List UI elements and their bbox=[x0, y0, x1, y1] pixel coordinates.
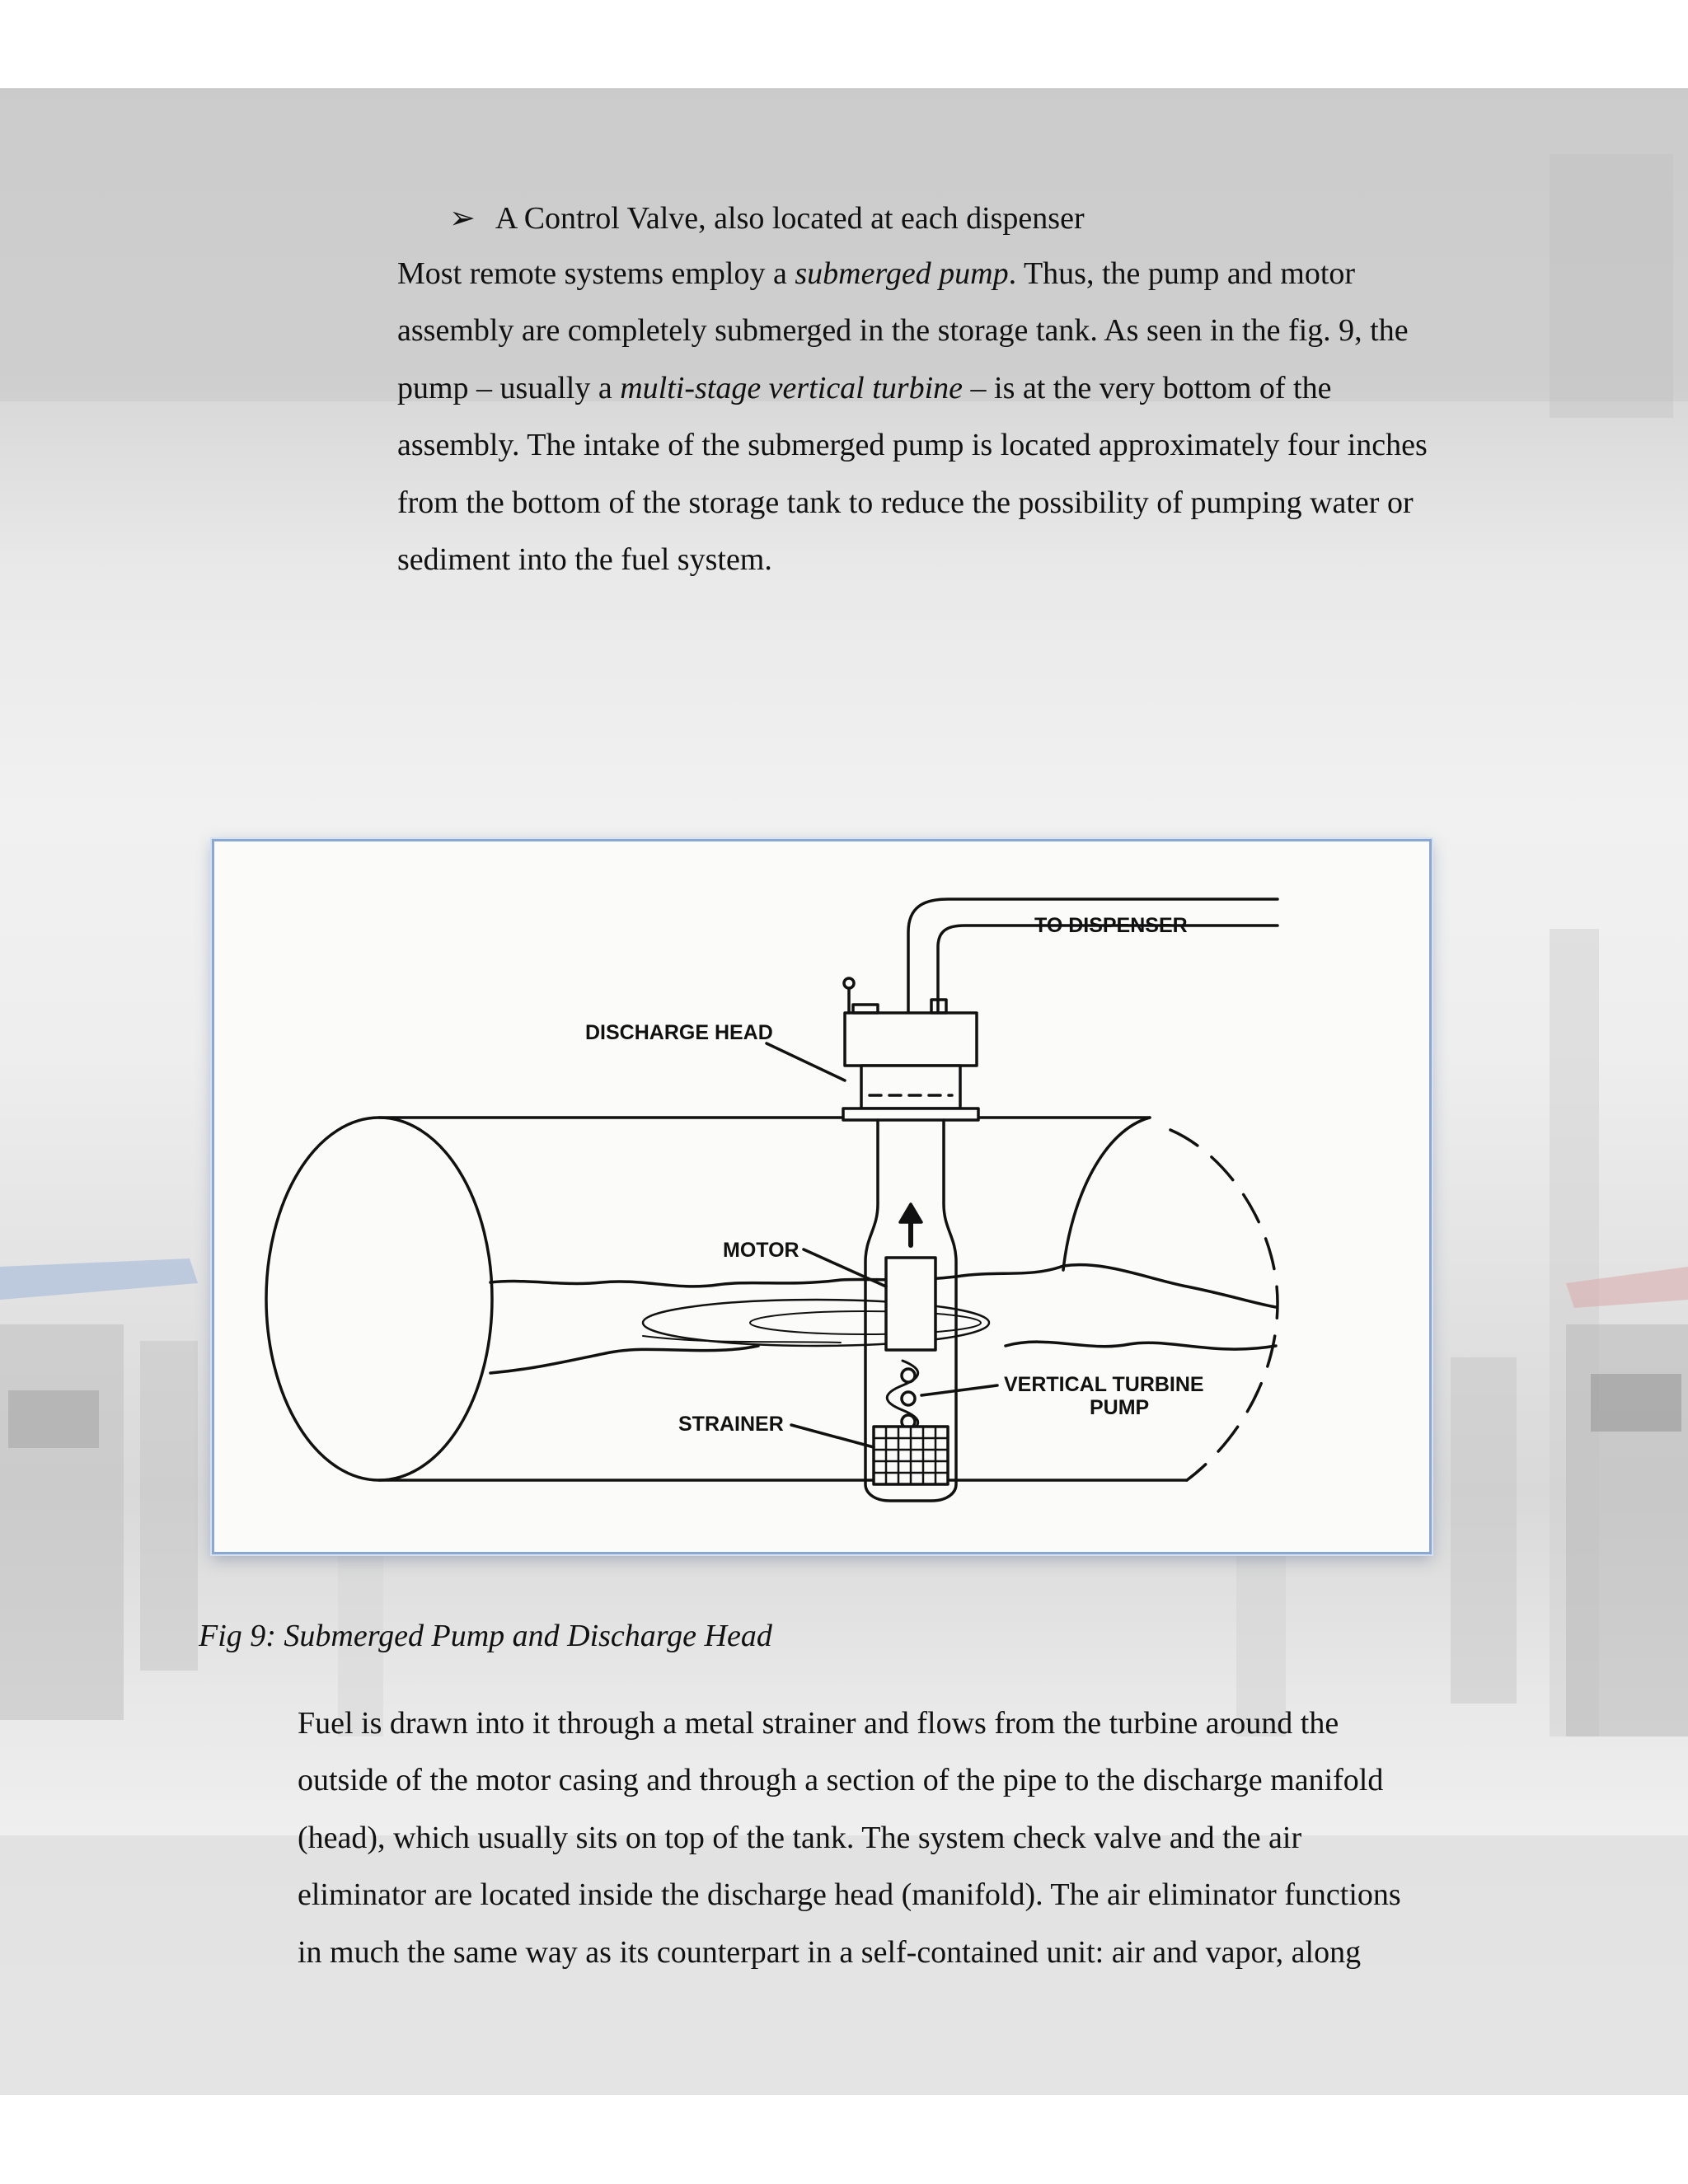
paragraph-line: from the bottom of the storage tank to reduce the possibility of pumping water or bbox=[397, 485, 1414, 520]
riser-block bbox=[861, 1066, 960, 1108]
leader-strainer bbox=[791, 1425, 874, 1447]
label-discharge-head: DISCHARGE HEAD bbox=[585, 1021, 773, 1044]
paragraph-line: Fuel is drawn into it through a metal strainer and flows from the turbine around the bbox=[298, 1706, 1339, 1741]
label-strainer: STRAINER bbox=[678, 1413, 784, 1436]
tank-left-end bbox=[266, 1118, 492, 1480]
paragraph-line: assembly. The intake of the submerged pump is located approximately four inches bbox=[397, 428, 1428, 463]
liquid-surface-right bbox=[1006, 1342, 1276, 1349]
tank-right-inner bbox=[1063, 1118, 1150, 1270]
turbine-ring-2 bbox=[902, 1392, 915, 1405]
bullet-arrow-icon: ➢ bbox=[449, 201, 476, 236]
paragraph-fuel-flow bbox=[298, 1695, 1509, 1981]
motor-box bbox=[886, 1258, 935, 1350]
figure-caption: Fig 9: Submerged Pump and Discharge Head bbox=[199, 1619, 772, 1653]
discharge-head-antenna-tip bbox=[844, 978, 854, 988]
discharge-head-box bbox=[845, 1013, 977, 1066]
label-pump: PUMP bbox=[1090, 1396, 1150, 1419]
paragraph-line: in much the same way as its counterpart in a self-contained unit: air and vapor, along bbox=[298, 1934, 1362, 1970]
bullet-item-control-valve bbox=[449, 198, 1085, 239]
pump-diagram bbox=[214, 841, 1429, 1552]
liquid-ripple bbox=[643, 1336, 841, 1343]
liquid-swirl-outer bbox=[643, 1300, 989, 1346]
bullet-text: A Control Valve, also located at each dispenser bbox=[495, 201, 1085, 236]
paragraph-submerged-pump bbox=[397, 246, 1518, 588]
flow-arrow-head-icon bbox=[900, 1204, 921, 1222]
label-motor: MOTOR bbox=[723, 1239, 799, 1262]
discharge-head-cap-left bbox=[853, 1005, 878, 1013]
label-to-dispenser: TO DISPENSER bbox=[1034, 914, 1188, 937]
turbine-ring-1 bbox=[902, 1369, 915, 1382]
figure-submerged-pump bbox=[212, 839, 1432, 1554]
leader-discharge-head bbox=[767, 1043, 845, 1080]
paragraph-line: eliminator are located inside the discharge head (manifold). The air eliminator functions bbox=[298, 1877, 1401, 1913]
paragraph-line: outside of the motor casing and through a section of the pipe to the discharge manifold bbox=[298, 1763, 1384, 1798]
flange bbox=[843, 1108, 978, 1120]
paragraph-line: Most remote systems employ a submerged pump. Thus, the pump and motor bbox=[397, 256, 1356, 291]
pipe-inner bbox=[938, 926, 1278, 1013]
leader-vertical-turbine bbox=[921, 1385, 997, 1395]
paragraph-line: assembly are completely submerged in the storage tank. As seen in the fig. 9, the bbox=[397, 313, 1409, 349]
paragraph-line: (head), which usually sits on top of the tank. The system check valve and the air bbox=[298, 1820, 1302, 1855]
label-vertical-turbine: VERTICAL TURBINE bbox=[1004, 1373, 1204, 1396]
paragraph-line: pump – usually a multi-stage vertical turbine – is at the very bottom of the bbox=[397, 370, 1332, 405]
liquid-surface-left bbox=[490, 1346, 758, 1373]
paragraph-line: sediment into the fuel system. bbox=[397, 542, 772, 578]
